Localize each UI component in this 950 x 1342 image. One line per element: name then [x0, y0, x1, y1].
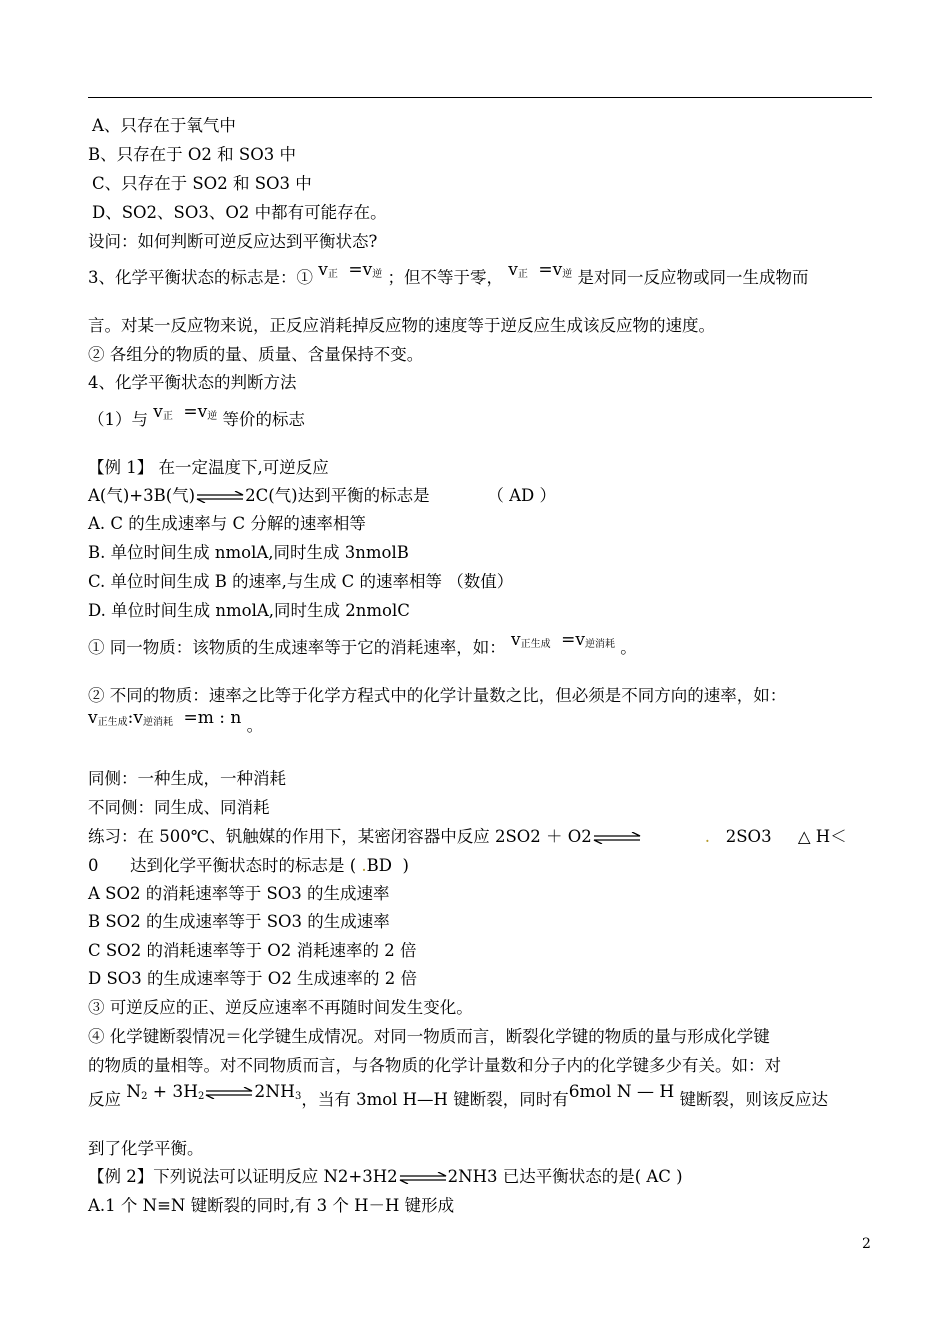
ratio-formula: v正生成:v逆消耗 =m : n	[88, 708, 242, 728]
example-2-title: 【例 2】下列说法可以证明反应 N2+3H2 2NH3 已达平衡状态的是( AC )	[88, 1167, 683, 1186]
nh-bond-formula: 6mol N — H	[568, 1082, 675, 1102]
practice-option-b: B SO2 的生成速率等于 SO3 的生成速率	[88, 912, 390, 931]
bond-break-text: ④ 化学键断裂情况＝化学键生成情况。对同一物质而言，断裂化学键的物质的量与形成化学键	[88, 1027, 770, 1046]
rate-equality-formula: v正 =v逆	[318, 260, 383, 280]
mark-nonzero: ；但不等于零，	[387, 268, 503, 287]
rate-constant-text: ③ 可逆反应的正、逆反应速率不再随时间发生变化。	[88, 998, 473, 1017]
different-side-text: 不同侧：同生成、同消耗	[88, 798, 270, 817]
section-heading: 4、化学平衡状态的判断方法	[88, 373, 297, 392]
example-1-option-c: C. 单位时间生成 B 的速率,与生成 C 的速率相等 （数值）	[88, 572, 514, 591]
example-2-option-a: A.1 个 N≡N 键断裂的同时,有 3 个 H－H 键形成	[88, 1196, 455, 1215]
practice-answer: BD	[366, 856, 393, 875]
example-1-answer: （ AD ）	[487, 486, 556, 505]
reversible-arrow-icon	[592, 832, 642, 844]
mark-tail: 是对同一反应物或同一生成物而	[577, 268, 809, 287]
rate-equality-formula-2: v正 =v逆	[508, 260, 573, 280]
practice-option-d: D SO3 的生成速率等于 O2 生成速率的 2 倍	[88, 969, 418, 988]
component-text: ② 各组分的物质的量、质量、含量保持不变。	[88, 345, 424, 364]
equilibrium-reached-text: 到了化学平衡。	[88, 1139, 204, 1158]
practice-line-2: 0 达到化学平衡状态时的标志是 ( .BD )	[88, 856, 409, 875]
option-d-text: D、SO2、SO3、O2 中都有可能存在。	[92, 203, 387, 222]
question-text: 设问：如何判断可逆反应达到平衡状态?	[88, 232, 378, 251]
same-side-text: 同侧：一种生成，一种消耗	[88, 769, 286, 788]
equilibrium-mark-line	[88, 260, 809, 291]
rate-equality-formula-3: v正 =v逆	[153, 402, 218, 422]
option-b-text: B、只存在于 O2 和 SO3 中	[88, 145, 296, 164]
practice-option-a: A SO2 的消耗速率等于 SO3 的生成速率	[88, 884, 390, 903]
equivalent-mark-line: （1）与 v正 =v逆 等价的标志	[88, 402, 305, 429]
example-1-option-b: B. 单位时间生成 nmolA,同时生成 3nmolB	[88, 543, 409, 562]
example-1-equation: A(气)+3B(气) 2C(气)达到平衡的标志是 （ AD ）	[88, 486, 556, 505]
header-rule	[88, 97, 872, 98]
option-c-text: C、只存在于 SO2 和 SO3 中	[92, 174, 312, 193]
same-substance-line: ① 同一物质：该物质的生成速率等于它的消耗速率，如： v正生成 =v逆消耗 。	[88, 630, 637, 657]
option-a-text: A、只存在于氧气中	[92, 116, 236, 135]
ammonia-equation: N2 + 3H2 2NH3	[126, 1082, 302, 1102]
example-1-option-a: A. C 的生成速率与 C 分解的速率相等	[88, 514, 366, 533]
example-1-title: 【例 1】 在一定温度下,可逆反应	[88, 458, 329, 477]
explanation-text: 言。对某一反应物来说，正反应消耗掉反应物的速度等于逆反应生成该反应物的速度。	[88, 316, 715, 335]
reversible-arrow-icon	[195, 491, 245, 503]
same-substance-formula: v正生成 =v逆消耗	[511, 630, 615, 650]
reversible-arrow-icon	[204, 1087, 254, 1099]
different-substance-line: ② 不同的物质：速率之比等于化学方程式中的化学计量数之比，但必须是不同方向的速率，如：	[88, 686, 787, 705]
reversible-arrow-icon	[398, 1172, 448, 1184]
reaction-bond-line: 反应 N2 + 3H2 2NH3，当有 3mol H—H 键断裂，同时有6mol N — H 键断裂，则该反应达	[88, 1082, 828, 1109]
example-1-option-d: D. 单位时间生成 nmolA,同时生成 2nmolC	[88, 601, 410, 620]
ratio-formula-line: v正生成:v逆消耗 =m : n 。	[88, 708, 264, 735]
bond-break-text-2: 的物质的量相等。对不同物质而言，与各物质的化学计量数和分子内的化学键多少有关。如：对	[88, 1056, 781, 1075]
page-number: 2	[862, 1236, 871, 1252]
mark-intro: 3、化学平衡状态的标志是：①	[88, 268, 313, 287]
practice-line: 练习：在 500℃、钒触媒的作用下，某密闭容器中反应 2SO2 ＋ O2 . 2SO3 △ H＜	[88, 827, 847, 846]
practice-option-c: C SO2 的消耗速率等于 O2 消耗速率的 2 倍	[88, 941, 417, 960]
